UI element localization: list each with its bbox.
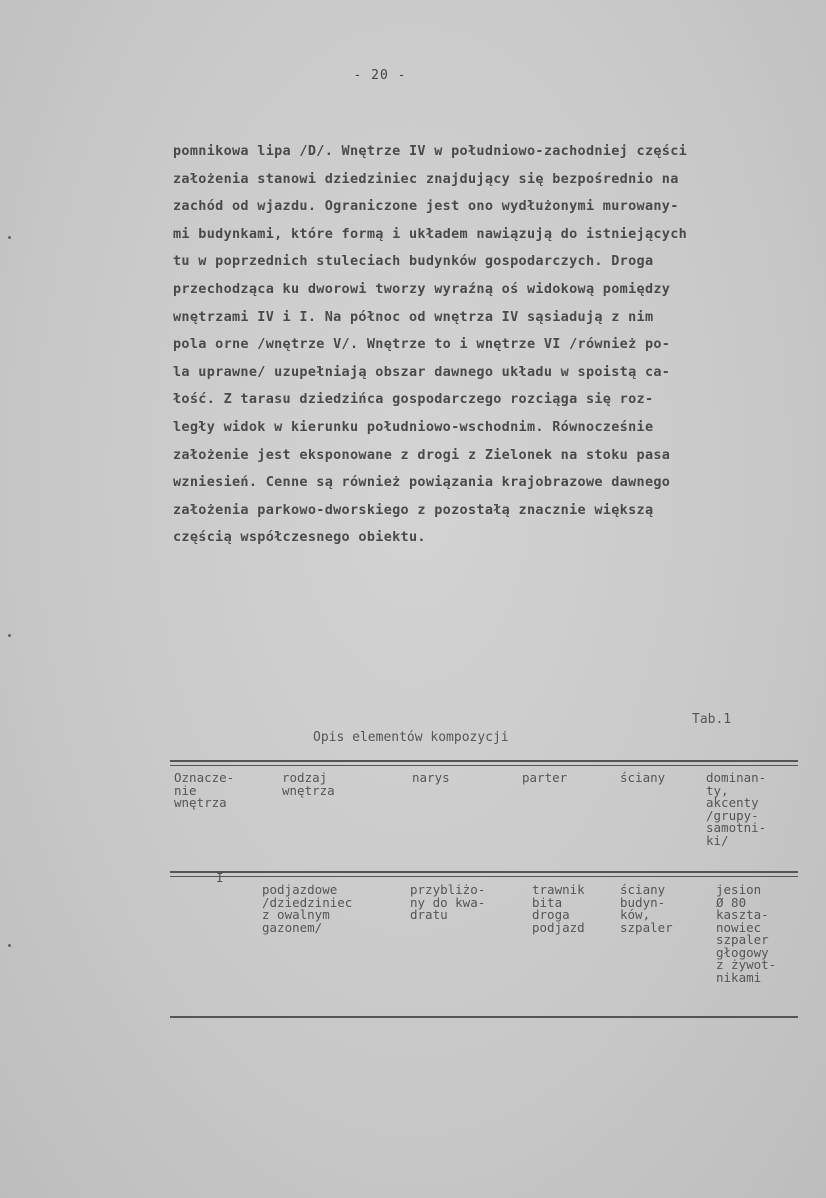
table-cell: ściany budyn- ków, szpaler bbox=[620, 882, 673, 935]
paragraph-line: la uprawne/ uzupełniają obszar dawnego układu w spoistą ca- bbox=[173, 363, 671, 380]
paragraph-line: mi budynkami, które formą i układem nawiązują do istniejących bbox=[173, 225, 688, 242]
table-cell: I bbox=[216, 870, 224, 885]
page-number: - 20 - bbox=[353, 68, 407, 83]
table-header-cell: narys bbox=[412, 770, 450, 785]
paragraph-line: pola orne /wnętrze V/. Wnętrze to i wnętrze VI /również po- bbox=[173, 336, 671, 353]
table-top-rule bbox=[170, 760, 798, 762]
margin-dot bbox=[8, 236, 11, 239]
table-header-rule bbox=[170, 871, 798, 873]
table-label: Tab.1 bbox=[692, 712, 732, 727]
table-header-rule bbox=[170, 876, 798, 877]
table-header-cell: parter bbox=[522, 770, 568, 785]
table-top-rule bbox=[170, 765, 798, 766]
paragraph-line: założenia parkowo-dworskiego z pozostałą znacznie większą bbox=[173, 501, 654, 518]
paragraph-line: częścią współczesnego obiektu. bbox=[173, 529, 426, 546]
margin-dot bbox=[8, 944, 11, 947]
paragraph-line: założenie jest eksponowane z drogi z Zielonek na stoku pasa bbox=[173, 446, 671, 463]
table-cell: jesion Ø 80 kaszta- nowiec szpaler głogowy z żywot- nikami bbox=[716, 882, 777, 985]
table-bottom-rule bbox=[170, 1016, 798, 1018]
body-paragraph bbox=[173, 138, 793, 552]
table-header-cell: rodzaj wnętrza bbox=[282, 770, 335, 798]
table-cell: przybliżo- ny do kwa- dratu bbox=[410, 882, 486, 922]
table-header-cell: dominan- ty, akcenty /grupy- samotni- ki/ bbox=[706, 770, 767, 848]
paragraph-line: wnętrzami IV i I. Na północ od wnętrza IV sąsiadują z nim bbox=[173, 308, 654, 325]
margin-dot bbox=[8, 634, 11, 637]
table-cell: podjazdowe /dziedziniec z owalnym gazonem/ bbox=[262, 882, 353, 935]
paragraph-line: legły widok w kierunku południowo-wschodnim. Równocześnie bbox=[173, 418, 654, 435]
paragraph-line: pomnikowa lipa /D/. Wnętrze IV w południowo-zachodniej części bbox=[173, 143, 688, 159]
paragraph-line: tu w poprzednich stuleciach budynków gospodarczych. Droga bbox=[173, 253, 654, 270]
paragraph-line: zachód od wjazdu. Ograniczone jest ono wydłużonymi murowany- bbox=[173, 198, 679, 215]
table-header-cell: ściany bbox=[620, 770, 666, 785]
paragraph-line: przechodząca ku dworowi tworzy wyraźną oś widokową pomiędzy bbox=[173, 280, 671, 297]
paragraph-line: założenia stanowi dziedziniec znajdujący się bezpośrednio na bbox=[173, 170, 679, 187]
table-caption: Opis elementów kompozycji bbox=[313, 730, 509, 745]
paragraph-line: wzniesień. Cenne są również powiązania krajobrazowe dawnego bbox=[173, 474, 671, 491]
table-header-cell: Oznacze- nie wnętrza bbox=[174, 770, 235, 810]
table-cell: trawnik bita droga podjazd bbox=[532, 882, 585, 935]
paragraph-line: łość. Z tarasu dziedzińca gospodarczego rozciąga się roz- bbox=[173, 391, 654, 408]
